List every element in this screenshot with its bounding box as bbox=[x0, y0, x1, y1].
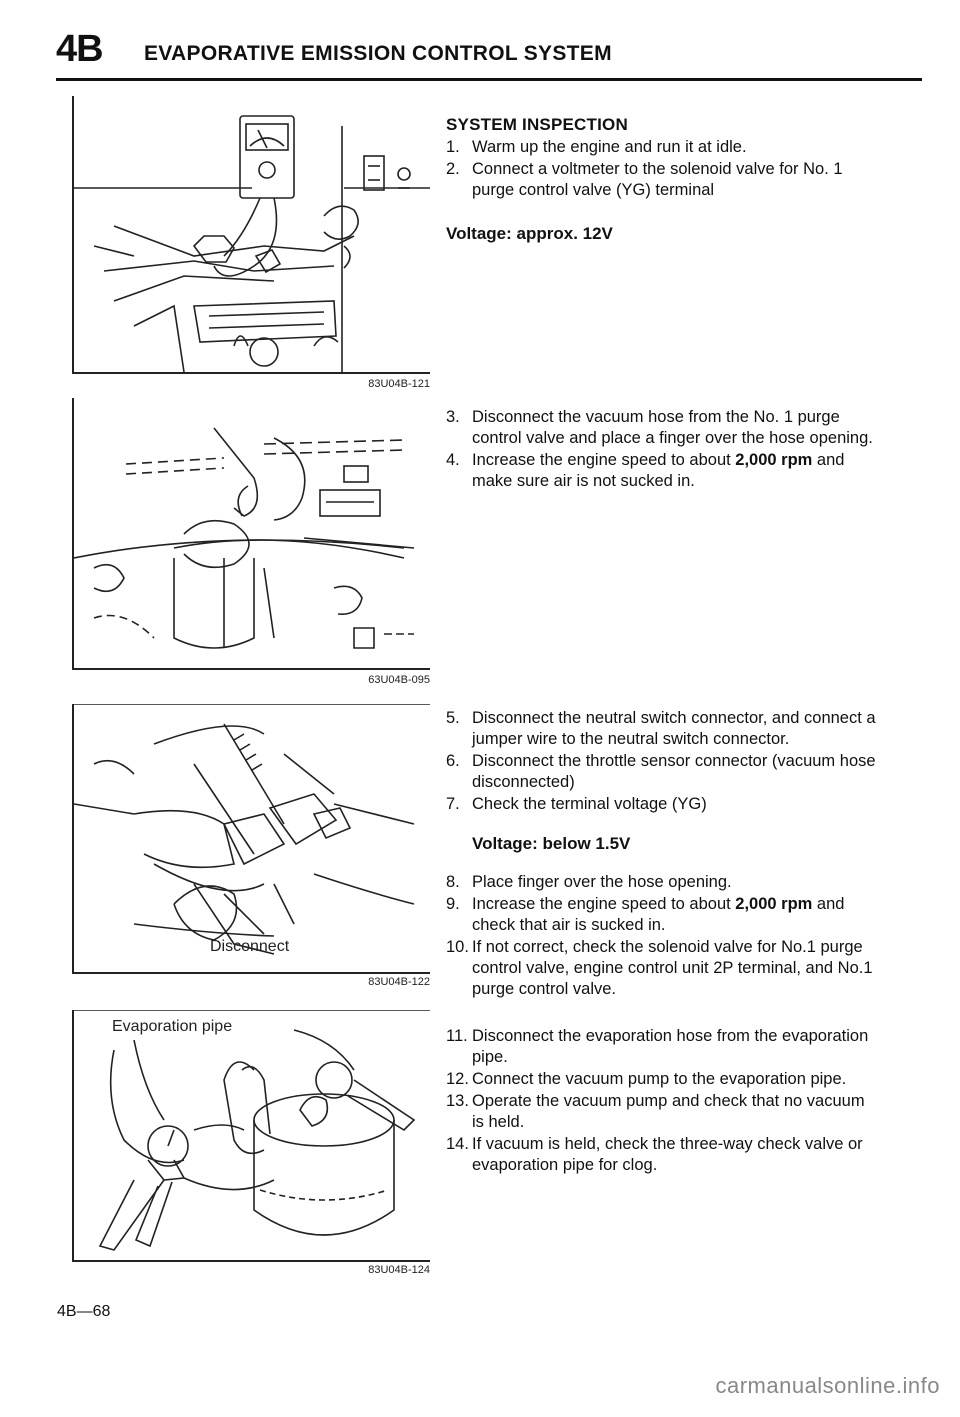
step-text-pre: Increase the engine speed to about bbox=[472, 451, 736, 469]
step-4 bbox=[446, 450, 876, 492]
step-text: Disconnect the neutral switch connector, and connect a jumper wire to the neutral switch connector. bbox=[472, 709, 876, 748]
step-13 bbox=[446, 1091, 876, 1133]
figure-code: 83U04B-121 bbox=[368, 378, 430, 390]
step-text: Place finger over the hose opening. bbox=[472, 873, 732, 891]
step-text-post: and check that air is sucked in. bbox=[472, 895, 845, 934]
step-text: Disconnect the vacuum hose from the No. 1 purge control valve and place a finger over the hose opening. bbox=[472, 408, 873, 447]
step-number: 4. bbox=[446, 451, 460, 469]
figure-code: 83U04B-122 bbox=[368, 976, 430, 988]
step-7 bbox=[446, 794, 876, 815]
step-text: Disconnect the evaporation hose from the evaporation pipe. bbox=[472, 1027, 869, 1066]
section-heading: SYSTEM INSPECTION bbox=[446, 115, 628, 134]
page-header bbox=[56, 28, 916, 78]
step-number: 8. bbox=[446, 873, 460, 891]
rpm-value: 2,000 rpm bbox=[735, 895, 813, 913]
figure-code: 63U04B-095 bbox=[368, 674, 430, 686]
evaporation-pipe-label: Evaporation pipe bbox=[112, 1018, 233, 1035]
figure-vacuum-pump bbox=[72, 1010, 430, 1276]
step-text: Connect the vacuum pump to the evaporation pipe. bbox=[472, 1070, 847, 1088]
step-text: Warm up the engine and run it at idle. bbox=[472, 138, 747, 156]
watermark-text[interactable]: carmanualsonline.info bbox=[715, 1373, 940, 1398]
step-number: 2. bbox=[446, 160, 460, 178]
header-rule bbox=[56, 78, 922, 81]
step-9 bbox=[446, 894, 876, 936]
step-number: 13. bbox=[446, 1092, 469, 1110]
step-10 bbox=[446, 937, 876, 1000]
step-text: If vacuum is held, check the three-way check valve or evaporation pipe for clog. bbox=[472, 1135, 863, 1174]
voltage-spec-12v: Voltage: approx. 12V bbox=[446, 224, 613, 243]
evaporation-check-block bbox=[446, 1026, 876, 1177]
step-14 bbox=[446, 1134, 876, 1176]
voltmeter-illustration bbox=[74, 96, 430, 372]
vacuum-pump-illustration bbox=[74, 1010, 430, 1260]
hose-check-block bbox=[446, 407, 876, 493]
step-8 bbox=[446, 872, 876, 893]
step-text: If not correct, check the solenoid valve for No.1 purge control valve, engine control unit 2P terminal, and No.1 purge control valve. bbox=[472, 938, 873, 998]
step-11 bbox=[446, 1026, 876, 1068]
voltage-check-block bbox=[446, 708, 876, 1001]
connector-illustration bbox=[74, 704, 430, 972]
step-number: 10. bbox=[446, 938, 469, 956]
step-number: 1. bbox=[446, 138, 460, 156]
figure-hose-finger bbox=[72, 398, 430, 686]
rpm-value: 2,000 rpm bbox=[735, 451, 813, 469]
section-title: EVAPORATIVE EMISSION CONTROL SYSTEM bbox=[144, 42, 612, 65]
step-text: Disconnect the throttle sensor connector (vacuum hose disconnected) bbox=[472, 752, 876, 791]
step-number: 11. bbox=[446, 1027, 468, 1045]
step-5 bbox=[446, 708, 876, 750]
step-text: Operate the vacuum pump and check that no vacuum is held. bbox=[472, 1092, 865, 1131]
step-number: 9. bbox=[446, 895, 460, 913]
step-text: Check the terminal voltage (YG) bbox=[472, 795, 707, 813]
step-2 bbox=[446, 159, 876, 201]
step-text-pre: Increase the engine speed to about bbox=[472, 895, 736, 913]
figure-voltmeter bbox=[72, 96, 430, 390]
voltage-spec-1-5v: Voltage: below 1.5V bbox=[472, 834, 631, 853]
step-text: Connect a voltmeter to the solenoid valve for No. 1 purge control valve (YG) terminal bbox=[472, 160, 843, 199]
step-12 bbox=[446, 1069, 876, 1090]
step-number: 14. bbox=[446, 1135, 469, 1153]
figure-code: 83U04B-124 bbox=[368, 1264, 430, 1276]
disconnect-label: Disconnect bbox=[210, 938, 290, 955]
step-number: 6. bbox=[446, 752, 460, 770]
step-number: 5. bbox=[446, 709, 460, 727]
step-number: 12. bbox=[446, 1070, 469, 1088]
step-6 bbox=[446, 751, 876, 793]
step-number: 3. bbox=[446, 408, 460, 426]
step-text-post: and make sure air is not sucked in. bbox=[472, 451, 845, 490]
step-3 bbox=[446, 407, 876, 449]
figure-disconnect-connector bbox=[72, 704, 430, 988]
system-inspection-block bbox=[446, 114, 876, 244]
step-1 bbox=[446, 137, 876, 158]
step-number: 7. bbox=[446, 795, 460, 813]
section-code: 4B bbox=[56, 28, 103, 70]
hose-finger-illustration bbox=[74, 398, 430, 668]
page-number: 4B—68 bbox=[57, 1303, 111, 1320]
